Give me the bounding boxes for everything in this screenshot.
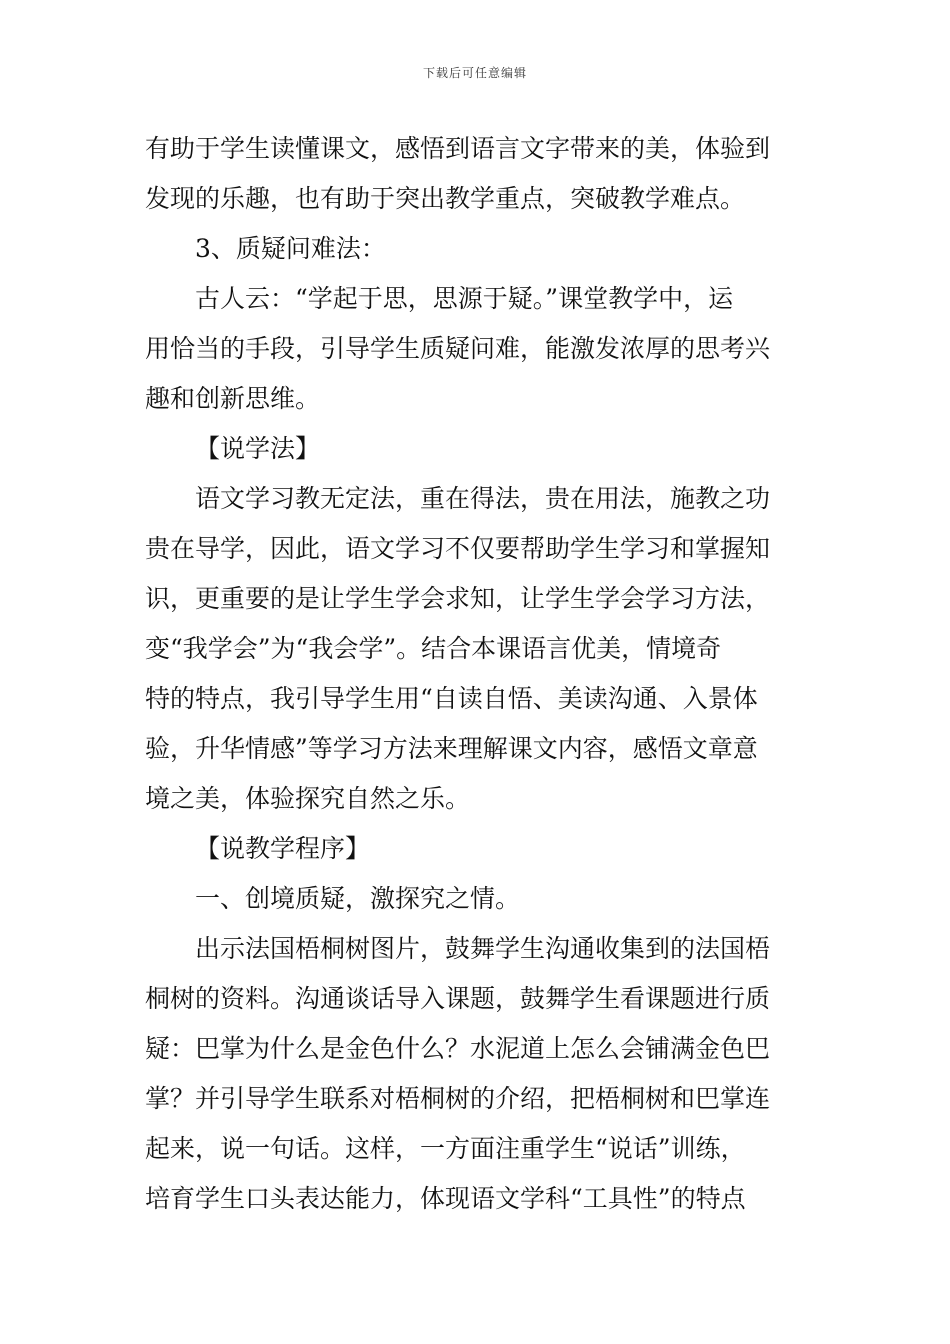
text-line: 贵在导学，因此，语文学习不仅要帮助学生学习和掌握知 xyxy=(145,534,771,563)
text-line: 语文学习教无定法，重在得法，贵在用法，施教之功 xyxy=(195,484,771,513)
text-line: 识，更重要的是让学生学会求知，让学生学会学习方法， xyxy=(145,584,771,613)
page-header: 下载后可任意编辑 xyxy=(422,66,527,80)
subsection-heading: 一、创境质疑，激探究之情。 xyxy=(195,884,521,913)
text-line: 趣和创新思维。 xyxy=(145,384,321,413)
text-line: 起来，说一句话。这样，一方面注重学生“说话”训练， xyxy=(145,1134,746,1163)
text-line: 掌？并引导学生联系对梧桐树的介绍，把梧桐树和巴掌连 xyxy=(145,1084,771,1113)
text-line: 古人云：“学起于思，思源于疑。”课堂教学中，运 xyxy=(195,284,734,313)
text-line: 有助于学生读懂课文，感悟到语言文字带来的美，体验到 xyxy=(145,134,771,163)
text-line: 3、质疑问难法： xyxy=(195,234,386,263)
section-heading: 【说教学程序】 xyxy=(195,834,371,863)
text-line: 桐树的资料。沟通谈话导入课题，鼓舞学生看课题进行质 xyxy=(145,984,771,1013)
text-line: 验，升华情感”等学习方法来理解课文内容，感悟文章意 xyxy=(145,734,758,763)
text-line: 特的特点，我引导学生用“自读自悟、美读沟通、入景体 xyxy=(145,684,758,713)
document-body xyxy=(145,124,810,1224)
text-line: 培育学生口头表达能力，体现语文学科“工具性”的特点 xyxy=(145,1184,746,1213)
text-line: 变“我学会”为“我会学”。结合本课语言优美，情境奇 xyxy=(145,634,722,663)
section-heading: 【说学法】 xyxy=(195,434,321,463)
text-line: 发现的乐趣，也有助于突出教学重点，突破教学难点。 xyxy=(145,184,746,213)
text-line: 境之美，体验探究自然之乐。 xyxy=(145,784,471,813)
text-line: 疑：巴掌为什么是金色什么？水泥道上怎么会铺满金色巴 xyxy=(145,1034,771,1063)
text-line: 用恰当的手段，引导学生质疑问难，能激发浓厚的思考兴 xyxy=(145,334,771,363)
text-line: 出示法国梧桐树图片，鼓舞学生沟通收集到的法国梧 xyxy=(195,934,771,963)
